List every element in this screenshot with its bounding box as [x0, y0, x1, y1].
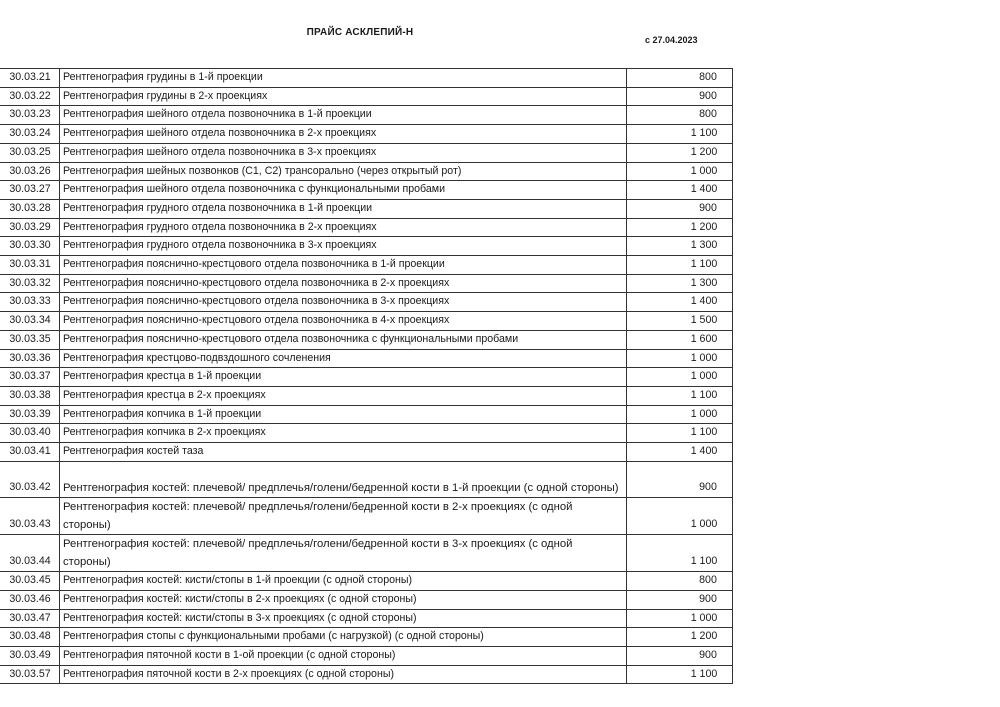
service-code-cell	[0, 293, 60, 312]
service-price-cell	[627, 535, 733, 572]
table-row	[0, 106, 733, 125]
service-price-cell	[627, 386, 733, 405]
table-row	[0, 609, 733, 628]
service-name: Рентгенография шейного отдела позвоночника в 2-х проекциях	[63, 127, 377, 140]
service-price: 900	[699, 481, 717, 494]
service-name-cell	[60, 274, 627, 293]
service-price-cell	[627, 405, 733, 424]
service-name: Рентгенография костей таза	[63, 445, 204, 458]
service-price: 800	[699, 108, 717, 121]
service-price: 1 100	[690, 667, 717, 680]
service-price-cell	[627, 628, 733, 647]
service-name: Рентгенография костей: плечевой/ предплечья/голени/бедренной кости в 1-й проекции (с одной стороны)	[63, 482, 619, 495]
service-price-cell	[627, 218, 733, 237]
service-code-cell	[0, 274, 60, 293]
service-code: 30.03.38	[8, 388, 51, 401]
service-code-cell	[0, 461, 60, 497]
service-code: 30.03.44	[8, 555, 51, 568]
service-code: 30.03.34	[8, 314, 51, 327]
service-code: 30.03.43	[8, 518, 51, 531]
service-name: Рентгенография стопы с функциональными пробами (с нагрузкой) (с одной стороны)	[63, 630, 484, 643]
table-row	[0, 143, 733, 162]
service-price: 800	[699, 71, 717, 83]
table-row	[0, 125, 733, 144]
service-code-cell	[0, 405, 60, 424]
service-code: 30.03.37	[8, 370, 51, 383]
service-code: 30.03.30	[8, 239, 51, 252]
service-code: 30.03.42	[8, 481, 51, 494]
service-code: 30.03.48	[8, 630, 51, 643]
service-price-cell	[627, 368, 733, 387]
table-row	[0, 69, 733, 88]
service-price: 1 400	[690, 445, 717, 458]
table-row	[0, 274, 733, 293]
service-code-cell	[0, 386, 60, 405]
service-name: Рентгенография грудного отдела позвоночника в 2-х проекциях	[63, 220, 377, 233]
service-name-cell	[60, 665, 627, 684]
price-table	[0, 68, 733, 684]
service-code: 30.03.35	[8, 332, 51, 345]
service-price: 1 000	[690, 518, 717, 531]
service-name-cell	[60, 609, 627, 628]
table-row	[0, 646, 733, 665]
service-price: 900	[699, 648, 717, 661]
service-name: Рентгенография грудины в 2-х проекциях	[63, 89, 268, 102]
table-row	[0, 386, 733, 405]
service-name: Рентгенография пояснично-крестцового отдела позвоночника в 3-х проекциях	[63, 295, 450, 308]
service-code: 30.03.29	[8, 220, 51, 233]
service-name-cell	[60, 572, 627, 591]
service-code-cell	[0, 443, 60, 462]
service-code-cell	[0, 628, 60, 647]
service-code-cell	[0, 646, 60, 665]
service-code-cell	[0, 69, 60, 88]
service-code-cell	[0, 330, 60, 349]
service-name: Рентгенография костей: кисти/стопы в 1-й проекции (с одной стороны)	[63, 574, 413, 587]
service-code-cell	[0, 106, 60, 125]
table-row	[0, 405, 733, 424]
service-code: 30.03.57	[8, 667, 51, 680]
table-row	[0, 349, 733, 368]
service-code-cell	[0, 349, 60, 368]
service-code: 30.03.39	[8, 407, 51, 420]
service-price: 1 200	[690, 220, 717, 233]
service-code-cell	[0, 498, 60, 535]
table-row	[0, 590, 733, 609]
service-code: 30.03.40	[8, 426, 51, 439]
service-name-cell	[60, 498, 627, 535]
service-code-cell	[0, 368, 60, 387]
service-code: 30.03.33	[8, 295, 51, 308]
table-row	[0, 572, 733, 591]
service-name: Рентгенография копчика в 2-х проекциях	[63, 426, 266, 439]
effective-date: с 27.04.2023	[645, 35, 698, 45]
document-title: ПРАЙС АСКЛЕПИЙ-Н	[306, 27, 414, 38]
service-code: 30.03.45	[8, 574, 51, 587]
service-price: 1 100	[690, 426, 717, 439]
service-name-cell	[60, 106, 627, 125]
service-name: Рентгенография крестцово-подвздошного сочленения	[63, 351, 331, 364]
service-name: Рентгенография грудного отдела позвоночника в 3-х проекциях	[63, 239, 377, 252]
service-price-cell	[627, 125, 733, 144]
service-price-cell	[627, 143, 733, 162]
service-price: 1 300	[690, 276, 717, 289]
service-price-cell	[627, 106, 733, 125]
service-price: 1 300	[690, 239, 717, 252]
service-name: Рентгенография пояснично-крестцового отдела позвоночника в 2-х проекциях	[63, 276, 450, 289]
service-name-cell	[60, 424, 627, 443]
service-name: Рентгенография костей: кисти/стопы в 3-х проекциях (с одной стороны)	[63, 611, 417, 624]
service-name-cell	[60, 312, 627, 331]
table-row	[0, 461, 733, 497]
service-price-cell	[627, 274, 733, 293]
service-name-cell	[60, 125, 627, 144]
service-code: 30.03.32	[8, 276, 51, 289]
service-name-cell	[60, 646, 627, 665]
table-row	[0, 293, 733, 312]
service-price: 1 100	[690, 258, 717, 271]
service-code-cell	[0, 143, 60, 162]
service-price: 1 000	[690, 370, 717, 383]
table-row	[0, 665, 733, 684]
table-row	[0, 237, 733, 256]
service-price-cell	[627, 572, 733, 591]
table-row	[0, 218, 733, 237]
service-name: Рентгенография костей: плечевой/ предплечья/голени/бедренной кости в 2-х проекциях (с одной стороны)	[63, 501, 573, 532]
service-price: 1 100	[690, 388, 717, 401]
table-row	[0, 535, 733, 572]
service-price-cell	[627, 87, 733, 106]
service-price-cell	[627, 69, 733, 88]
service-name: Рентгенография грудного отдела позвоночника в 1-й проекции	[63, 201, 373, 214]
service-name-cell	[60, 256, 627, 275]
service-price-cell	[627, 349, 733, 368]
service-price: 1 000	[690, 164, 717, 177]
service-price-cell	[627, 181, 733, 200]
service-code: 30.03.47	[8, 611, 51, 624]
service-price-cell	[627, 256, 733, 275]
service-name-cell	[60, 199, 627, 218]
service-name: Рентгенография шейного отдела позвоночника в 3-х проекциях	[63, 145, 377, 158]
service-code: 30.03.41	[8, 445, 51, 458]
table-row	[0, 312, 733, 331]
service-name: Рентгенография пояснично-крестцового отдела позвоночника в 1-й проекции	[63, 258, 445, 271]
service-price-cell	[627, 590, 733, 609]
service-price-cell	[627, 312, 733, 331]
service-price-cell	[627, 609, 733, 628]
service-code: 30.03.36	[8, 351, 51, 364]
service-name: Рентгенография шейных позвонков (С1, С2) трансорально (через открытый рот)	[63, 164, 462, 177]
service-name-cell	[60, 535, 627, 572]
service-code: 30.03.24	[8, 127, 51, 140]
service-code-cell	[0, 424, 60, 443]
service-name-cell	[60, 181, 627, 200]
service-code-cell	[0, 125, 60, 144]
service-code-cell	[0, 256, 60, 275]
table-row	[0, 87, 733, 106]
service-code: 30.03.46	[8, 592, 51, 605]
table-row	[0, 256, 733, 275]
service-code: 30.03.21	[8, 71, 51, 83]
service-name-cell	[60, 87, 627, 106]
service-price-cell	[627, 665, 733, 684]
service-price-cell	[627, 646, 733, 665]
service-code-cell	[0, 312, 60, 331]
service-price: 1 500	[690, 314, 717, 327]
service-code-cell	[0, 590, 60, 609]
service-price-cell	[627, 237, 733, 256]
service-code: 30.03.22	[8, 89, 51, 102]
service-code: 30.03.26	[8, 164, 51, 177]
service-price: 1 400	[690, 183, 717, 196]
table-row	[0, 368, 733, 387]
service-name-cell	[60, 162, 627, 181]
service-name: Рентгенография грудины в 1-й проекции	[63, 71, 263, 83]
table-row	[0, 199, 733, 218]
service-price: 1 200	[690, 145, 717, 158]
service-code-cell	[0, 218, 60, 237]
service-price: 1 100	[690, 555, 717, 568]
service-price-cell	[627, 461, 733, 497]
service-price: 800	[699, 574, 717, 587]
service-code-cell	[0, 572, 60, 591]
service-price-cell	[627, 424, 733, 443]
service-name: Рентгенография крестца в 2-х проекциях	[63, 388, 266, 401]
service-code: 30.03.31	[8, 258, 51, 271]
service-name-cell	[60, 69, 627, 88]
service-name: Рентгенография крестца в 1-й проекции	[63, 370, 262, 383]
table-row	[0, 330, 733, 349]
service-price: 1 600	[690, 332, 717, 345]
service-name: Рентгенография пояснично-крестцового отдела позвоночника в 4-х проекциях	[63, 314, 450, 327]
service-name-cell	[60, 386, 627, 405]
service-name: Рентгенография костей: плечевой/ предплечья/голени/бедренной кости в 3-х проекциях (с одной стороны)	[63, 538, 573, 569]
table-row	[0, 443, 733, 462]
table-row	[0, 181, 733, 200]
service-name: Рентгенография шейного отдела позвоночника с функциональными пробами	[63, 183, 446, 196]
service-code-cell	[0, 609, 60, 628]
service-price-cell	[627, 443, 733, 462]
service-name: Рентгенография пояснично-крестцового отдела позвоночника с функциональными пробами	[63, 332, 519, 345]
service-price: 1 000	[690, 351, 717, 364]
service-price: 900	[699, 201, 717, 214]
service-name-cell	[60, 349, 627, 368]
service-code: 30.03.23	[8, 108, 51, 121]
service-code-cell	[0, 535, 60, 572]
service-price: 1 000	[690, 611, 717, 624]
service-name-cell	[60, 237, 627, 256]
service-name-cell	[60, 218, 627, 237]
service-price: 1 200	[690, 630, 717, 643]
service-price-cell	[627, 199, 733, 218]
service-price-cell	[627, 330, 733, 349]
service-name: Рентгенография пяточной кости в 2-х проекциях (с одной стороны)	[63, 667, 395, 680]
service-name-cell	[60, 443, 627, 462]
service-name: Рентгенография костей: кисти/стопы в 2-х проекциях (с одной стороны)	[63, 592, 417, 605]
service-name-cell	[60, 293, 627, 312]
service-code: 30.03.25	[8, 145, 51, 158]
table-row	[0, 498, 733, 535]
table-row	[0, 628, 733, 647]
service-name-cell	[60, 143, 627, 162]
service-name-cell	[60, 590, 627, 609]
service-name-cell	[60, 368, 627, 387]
service-price: 1 000	[690, 407, 717, 420]
service-name-cell	[60, 461, 627, 497]
table-row	[0, 424, 733, 443]
service-code: 30.03.49	[8, 648, 51, 661]
service-code: 30.03.28	[8, 201, 51, 214]
service-name: Рентгенография шейного отдела позвоночника в 1-й проекции	[63, 108, 372, 121]
service-name-cell	[60, 330, 627, 349]
service-price: 1 100	[690, 127, 717, 140]
service-name-cell	[60, 628, 627, 647]
service-name-cell	[60, 405, 627, 424]
service-price-cell	[627, 293, 733, 312]
price-table-body	[0, 69, 733, 684]
service-code-cell	[0, 665, 60, 684]
service-code-cell	[0, 87, 60, 106]
service-name: Рентгенография копчика в 1-й проекции	[63, 407, 262, 420]
service-price: 900	[699, 592, 717, 605]
service-code: 30.03.27	[8, 183, 51, 196]
service-name: Рентгенография пяточной кости в 1-ой проекции (с одной стороны)	[63, 648, 396, 661]
service-price: 900	[699, 89, 717, 102]
service-code-cell	[0, 199, 60, 218]
service-price: 1 400	[690, 295, 717, 308]
service-price-cell	[627, 162, 733, 181]
service-code-cell	[0, 181, 60, 200]
service-code-cell	[0, 237, 60, 256]
service-code-cell	[0, 162, 60, 181]
table-row	[0, 162, 733, 181]
service-price-cell	[627, 498, 733, 535]
